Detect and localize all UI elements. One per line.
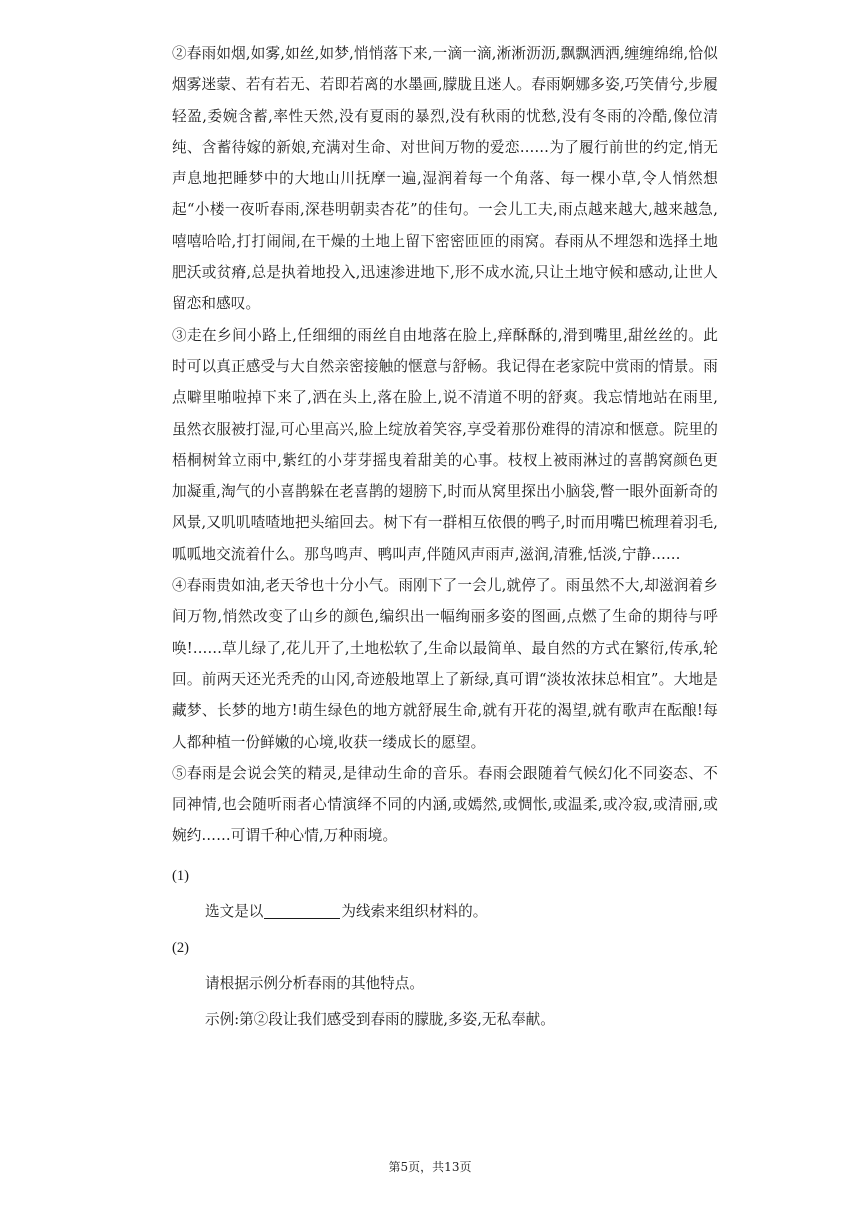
question-2 <box>172 930 718 1038</box>
paragraph-4: ④春雨贵如油,老天爷也十分小气。雨刚下了一会儿,就停了。雨虽然不大,却滋润着乡间万物,悄然改变了山乡的颜色,编织出一幅绚丽多姿的图画,点燃了生命的期待与呼唤!……草儿绿了,花儿开了,土地松软了,生命以最简单、最自然的方式在繁衍,传承,轮回。前两天还光秃秃的山冈,奇迹般地罩上了新绿,真可谓“淡妆浓抹总相宜”。大地是藏梦、长梦的地方!萌生绿色的地方就舒展生命,就有开花的渴望,就有歌声在酝酿!每人都种植一份鲜嫩的心境,收获一缕成长的愿望。 <box>172 577 718 751</box>
question-number: (2) <box>172 939 190 956</box>
question-text-before: 选文是以 <box>205 902 264 920</box>
paragraph-2: ②春雨如烟,如雾,如丝,如梦,悄悄落下来,一滴一滴,淅淅沥沥,飘飘洒洒,缠缠绵绵,恰似烟雾迷蒙、若有若无、若即若离的水墨画,朦胧且迷人。春雨婀娜多姿,巧笑倩兮,步履轻盈,委婉含蓄,率性天然,没有夏雨的暴烈,没有秋雨的忧愁,没有冬雨的冷酷,像位清纯、含蓄待嫁的新娘,充满对生命、对世间万物的爱恋……为了履行前世的约定,悄无声息地把睡梦中的大地山川抚摩一遍,湿润着每一个角落、每一棵小草,令人悄然想起“小楼一夜听春雨,深巷明朝卖杏花”的佳句。一会儿工夫,雨点越来越大,越来越急,嘻嘻哈哈,打打闹闹,在干燥的土地上留下密密匝匝的雨窝。春雨从不埋怨和选择土地肥沃或贫瘠,总是执着地投入,迅速渗进地下,形不成水流,只让土地守候和感动,让世人留恋和感叹。 <box>172 45 718 313</box>
question-text-after: 为线索来组织材料的。 <box>341 902 488 920</box>
answer-blank[interactable] <box>264 902 340 919</box>
paragraph-3: ③走在乡间小路上,任细细的雨丝自由地落在脸上,痒酥酥的,滑到嘴里,甜丝丝的。此时可以真正感受与大自然亲密接触的惬意与舒畅。我记得在老家院中赏雨的情景。雨点噼里啪啦掉下来了,洒在头上,落在脸上,说不清道不明的舒爽。我忘情地站在雨里,虽然衣服被打湿,可心里高兴,脸上绽放着笑容,享受着那份难得的清凉和惬意。院里的梧桐树耸立雨中,紫红的小芽芽摇曳着甜美的心事。枝杈上被雨淋过的喜鹊窝颜色更加凝重,淘气的小喜鹊躲在老喜鹊的翅膀下,时而从窝里探出小脑袋,瞥一眼外面新奇的风景,又叽叽喳喳地把头缩回去。树下有一群相互依偎的鸭子,时而用嘴巴梳理着羽毛,呱呱地交流着什么。那鸟鸣声、鸭叫声,伴随风声雨声,滋润,清雅,恬淡,宁静…… <box>172 326 718 563</box>
question-text <box>172 894 718 930</box>
page-footer: 第5页，共13页 <box>388 1160 472 1174</box>
paragraph-5: ⑤春雨是会说会笑的精灵,是律动生命的音乐。春雨会跟随着气候幻化不同姿态、不同神情,也会随听雨者心情演绎不同的内涵,或嫣然,或惆怅,或温柔,或冷寂,或清丽,或婉约……可谓千种心情,万种雨境。 <box>172 764 718 845</box>
question-example: 示例:第②段让我们感受到春雨的朦胧,多姿,无私奉献。 <box>205 1010 555 1028</box>
question-1 <box>172 858 718 930</box>
question-number: (1) <box>172 867 190 884</box>
question-prompt: 请根据示例分析春雨的其他特点。 <box>205 974 424 992</box>
document-body <box>172 38 718 1038</box>
